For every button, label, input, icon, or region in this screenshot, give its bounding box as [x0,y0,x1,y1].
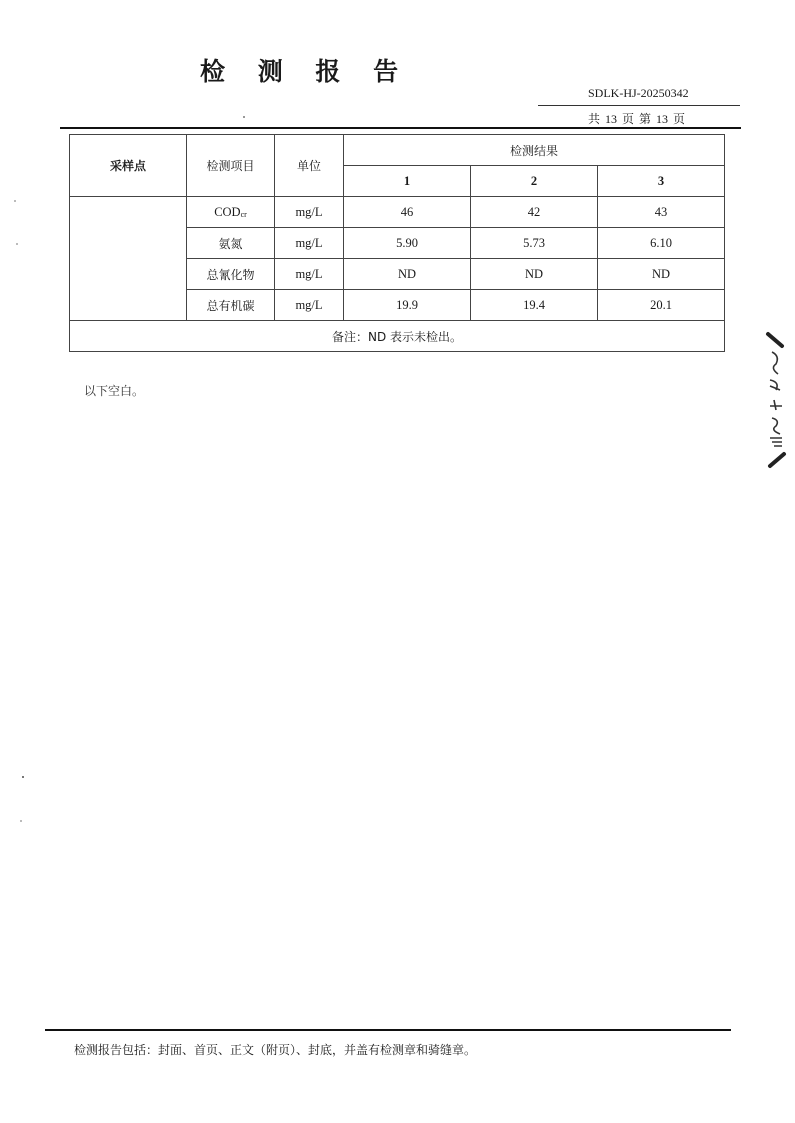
result-cell: 5.73 [471,228,598,259]
test-item-name: COD [214,204,241,219]
report-number: SDLK-HJ-20250342 [588,86,689,100]
header-result-1: 1 [344,166,471,197]
unit-cell: mg/L [275,290,344,321]
table-row [70,197,725,228]
page-info: 共 13 页 第 13 页 [588,112,686,126]
test-item-cell: 总有机碳 [187,290,275,321]
result-cell: ND [598,259,725,290]
header-sampling-point: 采样点 [70,135,187,197]
unit-cell: mg/L [275,259,344,290]
scan-speck [243,116,245,118]
header-divider [60,127,741,129]
result-cell: 43 [598,197,725,228]
test-item-cell: 氨氮 [187,228,275,259]
test-item-cell [187,197,275,228]
table-header-row [70,135,725,166]
table-note-row [70,321,725,352]
sampling-point-cell [70,197,187,321]
report-title: 检 测 报 告 [200,57,411,86]
footer-divider [45,1029,731,1031]
header-test-item: 检测项目 [187,135,275,197]
seam-stamp-icon [762,330,792,470]
footer-text: 检测报告包括：封面、首页、正文（附页）、封底，并盖有检测章和骑缝章。 [74,1043,477,1057]
result-cell: 20.1 [598,290,725,321]
header-results: 检测结果 [344,135,725,166]
scan-speck [14,200,16,202]
result-cell: 46 [344,197,471,228]
test-item-cell: 总氰化物 [187,259,275,290]
result-cell: 42 [471,197,598,228]
scan-speck [22,776,24,778]
result-cell: 19.9 [344,290,471,321]
blank-below-note: 以下空白。 [84,384,145,398]
results-table [69,134,725,352]
unit-cell: mg/L [275,197,344,228]
result-cell: 6.10 [598,228,725,259]
result-cell: ND [471,259,598,290]
header-result-3: 3 [598,166,725,197]
scan-speck [20,820,22,822]
unit-cell: mg/L [275,228,344,259]
scan-speck [16,243,18,245]
result-cell: 5.90 [344,228,471,259]
test-item-subscript: cr [240,209,247,219]
header-divider-short [538,105,740,106]
header-result-2: 2 [471,166,598,197]
result-cell: 19.4 [471,290,598,321]
result-cell: ND [344,259,471,290]
table-note: 备注：ND 表示未检出。 [70,321,725,352]
header-unit: 单位 [275,135,344,197]
